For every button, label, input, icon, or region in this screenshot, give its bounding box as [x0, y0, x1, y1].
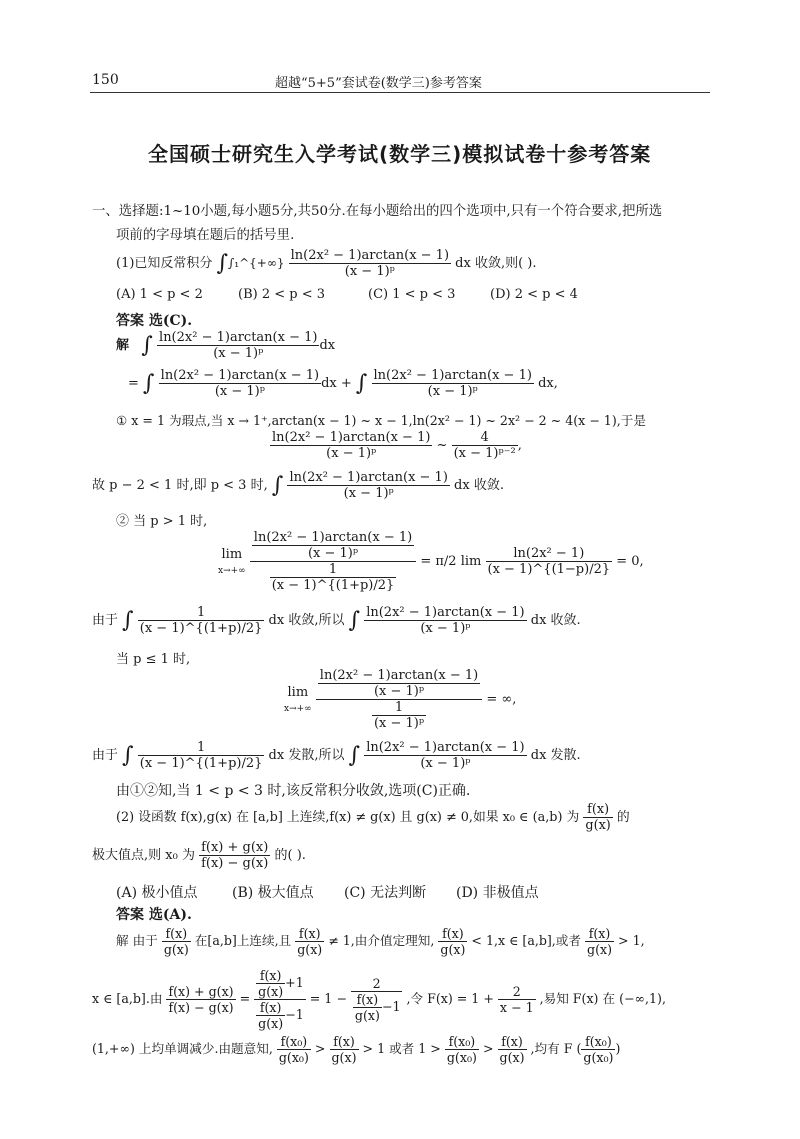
q1-step2-rhs: = π/2 lim	[420, 554, 482, 569]
q2-ratio-inner	[256, 968, 285, 999]
q2-sol3-b: >	[314, 1041, 326, 1056]
q2-sum-den: f(x) − g(x)	[168, 1000, 234, 1015]
section-intro-line1: 一、选择题:1~10小题,每小题5分,共50分.在每小题给出的四个选项中,只有一个符合要求,把所选	[92, 204, 663, 219]
page-number: 150	[92, 72, 119, 88]
q1-sol-den: (x − 1)ᵖ	[213, 346, 264, 361]
q1-step1-conc-frac	[287, 470, 449, 501]
q1-step1-text: ① x = 1 为瑕点,当 x → 1⁺,arctan(x − 1) ~ x − 1,ln(2x² − 1) ~ 2x² − 2 ~ 4(x − 1),于是	[116, 413, 646, 428]
integral-sign: ∫	[348, 743, 361, 768]
q1-stem-suffix: dx 收敛,则( ).	[455, 256, 537, 271]
integral-sign: ∫	[141, 333, 153, 358]
q1-sol-line2: = ∫ $\frac{\text{ln(2x² − 1)arctan(x − 1)}}{\text{(x − 1)ᵖ}}$ dx + ∫ $\frac{\text{ln(2x² − 1)arctan(x − 1)}}{\text{(x − 1)ᵖ}}$ dx,	[128, 368, 558, 399]
q1-step2-since-den2: (x − 1)ᵖ	[420, 621, 471, 636]
q2-stem-tail: 的	[616, 810, 630, 825]
q2-stem-frac-den: g(x)	[585, 818, 611, 833]
q1-stem-prefix: (1)已知反常积分	[116, 256, 213, 271]
q1-integrand-num: ln(2x² − 1)arctan(x − 1)	[290, 248, 450, 263]
q2-sol2-d: ,易知 F(x) 在 (−∞,1),	[539, 991, 666, 1006]
q1-step2-bigfrac-num	[250, 530, 416, 562]
q2-stem-line2-den: f(x) − g(x)	[201, 856, 269, 871]
q2-frac-xb	[498, 1034, 527, 1065]
q2-gx0: g(x₀)	[583, 1050, 614, 1065]
q2-xm1: x − 1	[499, 1000, 534, 1015]
q1-equiv-rhs-den: (x − 1)ᵖ⁻²	[453, 446, 516, 461]
q1-step3-since-frac	[138, 740, 265, 771]
q1-step2-one: 1	[270, 562, 397, 578]
lim-word: lim	[221, 546, 243, 562]
q1-step1-conc-den: (x − 1)ᵖ	[343, 486, 394, 501]
integral-sign: ∫	[355, 371, 368, 396]
q1-step3-inner2	[372, 700, 426, 731]
q2-frac-sum	[166, 984, 235, 1015]
q2-fx: f(x)	[498, 1034, 527, 1050]
q2-answer: 答案 选(A).	[116, 907, 192, 923]
q1-equiv-lhs	[270, 430, 432, 461]
q1-equiv-rhs-num: 4	[452, 430, 518, 446]
integral-sign: ∫	[216, 251, 229, 276]
q1-step2-inner2	[270, 562, 397, 593]
q1-step1-conc-prefix: 故 p − 2 < 1 时,即 p < 3 时,	[92, 478, 268, 493]
q2-sol-e: > 1,	[618, 933, 645, 948]
q1-step2-inner-den: (x − 1)ᵖ	[307, 546, 359, 561]
q2-gx0: g(x₀)	[278, 1050, 309, 1065]
q1-step2-since-prefix: 由于	[92, 613, 119, 628]
lim-word: lim	[287, 684, 309, 700]
q2-frac-two	[351, 976, 403, 1023]
q1-step1-conc-num: ln(2x² − 1)arctan(x − 1)	[289, 470, 448, 485]
q1-stem	[116, 248, 537, 279]
q1-integrand-den: (x − 1)ᵖ	[344, 264, 395, 279]
q1-step3-inner	[318, 668, 480, 699]
q1-step2-rhs-den: (x − 1)^{(1−p)/2}	[487, 562, 611, 577]
q2-option-b: (B) 极大值点	[232, 885, 314, 901]
running-title: 超越“5+5”套试卷(数学三)参考答案	[275, 76, 482, 91]
q2-frac-fg3	[438, 926, 467, 957]
q2-option-d: (D) 非极值点	[456, 885, 539, 901]
section-intro-line2: 项前的字母填在题后的括号里.	[116, 228, 295, 243]
q2-sol3-c: > 1 或者 1 >	[362, 1041, 441, 1056]
q2-sol3-e: ,均有 F	[530, 1041, 573, 1056]
q1-step2-result: = 0,	[616, 554, 644, 569]
q2-stem-line2-frac	[199, 840, 270, 871]
q2-gx: g(x)	[440, 942, 466, 957]
q2-gx: g(x)	[258, 984, 284, 999]
integral-sign: ∫	[348, 608, 361, 633]
q2-frac-x0	[277, 1034, 311, 1065]
q1-step3-one: 1	[372, 700, 426, 716]
q2-frac-fg4	[585, 926, 614, 957]
q1-split-den2: (x − 1)ᵖ	[427, 384, 478, 399]
q2-gx: g(x)	[354, 1008, 380, 1023]
q2-two: 2	[498, 984, 536, 1000]
q1-step3-since-mid: dx 发散,所以	[268, 748, 345, 763]
q2-sol3-a: (1,+∞) 上均单调减少.由题意知,	[92, 1041, 273, 1056]
q1-sol-num: ln(2x² − 1)arctan(x − 1)	[159, 330, 318, 345]
q2-fx0: f(x₀)	[445, 1034, 479, 1050]
q2-stem-line1	[116, 802, 630, 833]
q1-equiv-lhs-den: (x − 1)ᵖ	[326, 446, 377, 461]
q2-stem-line2-num: f(x) + g(x)	[201, 840, 269, 855]
q1-split-frac1	[159, 368, 321, 399]
q1-step3-since-den2: (x − 1)ᵖ	[420, 756, 471, 771]
q1-step3-inner-den: (x − 1)ᵖ	[373, 684, 425, 699]
q2-gx: g(x)	[587, 942, 613, 957]
q2-gx: g(x)	[331, 1050, 357, 1065]
integral-sign: ∫	[122, 608, 134, 633]
q2-sol2-a: x ∈ [a,b].由	[92, 991, 163, 1006]
q2-frac-x0b	[445, 1034, 479, 1065]
q1-option-d: (D) 2 < p < 4	[490, 287, 578, 302]
page-title: 全国硕士研究生入学考试(数学三)模拟试卷十参考答案	[148, 142, 652, 166]
q2-sol3-d: >	[482, 1041, 494, 1056]
q2-sol-a: 解 由于	[116, 933, 158, 948]
q1-integrand	[289, 248, 451, 279]
q1-step3-head: 当 p ≤ 1 时,	[116, 652, 191, 667]
q2-sol-d: < 1,x ∈ [a,b],或者	[471, 933, 581, 948]
q2-fx: f(x)	[438, 926, 467, 942]
q2-ratio-num	[254, 968, 306, 1000]
q2-minus-one: −1	[285, 1007, 304, 1022]
q1-split-num1: ln(2x² − 1)arctan(x − 1)	[160, 368, 320, 383]
q2-sol-c: ≠ 1,由介值定理知,	[328, 933, 435, 948]
q2-stem-frac	[583, 802, 612, 833]
q2-gx: g(x)	[163, 942, 189, 957]
q2-frac-ratio	[254, 968, 306, 1031]
q2-gx: g(x)	[297, 942, 323, 957]
q1-equiv-lhs-num: ln(2x² − 1)arctan(x − 1)	[272, 430, 431, 445]
q2-frac-F-arg	[581, 1034, 615, 1065]
q1-step2-since-frac	[138, 605, 265, 636]
q1-step1-conclusion	[92, 470, 504, 501]
q1-step1-equiv: $\frac{\text{ln(2x² − 1)arctan(x − 1)}}{\text{(x − 1)ᵖ}}$ ~ $\frac{4}{\text{(x − 1)ᵖ⁻²}}$ ,	[272, 430, 522, 461]
q2-two: 2	[351, 976, 403, 992]
q1-step3-result: = ∞,	[486, 692, 517, 707]
q1-step2-bigfrac	[250, 530, 416, 593]
q1-step2-inner-num: ln(2x² − 1)arctan(x − 1)	[253, 530, 413, 545]
q1-step3-limit	[284, 668, 516, 731]
q1-step3-bigfrac-den	[316, 700, 482, 731]
q2-ratio-den	[254, 1000, 306, 1031]
q2-gx0: g(x₀)	[446, 1050, 477, 1065]
q1-step2-since	[92, 605, 581, 636]
q1-split-frac2	[372, 368, 534, 399]
q1-answer: 答案 选(C).	[116, 313, 193, 329]
q2-sol-b: 在[a,b]上连续,且	[194, 933, 292, 948]
q1-step3-since	[92, 740, 581, 771]
q1-step3-bigfrac-num	[316, 668, 482, 700]
q1-step3-since-num: 1	[138, 740, 265, 756]
q2-fx: f(x)	[585, 926, 614, 942]
q1-option-c: (C) 1 < p < 3	[368, 287, 456, 302]
q1-step3-bigfrac	[316, 668, 482, 731]
q1-conclusion: 由①②知,当 1 < p < 3 时,该反常积分收敛,选项(C)正确.	[116, 783, 471, 799]
q1-step3-since-num2: ln(2x² − 1)arctan(x − 1)	[366, 740, 525, 755]
q2-gx: g(x)	[258, 1016, 284, 1031]
q2-fx: f(x)	[162, 926, 191, 942]
q2-sol-line1	[116, 926, 645, 957]
q1-step3-inner-num: ln(2x² − 1)arctan(x − 1)	[319, 668, 479, 683]
q1-split-den1: (x − 1)ᵖ	[214, 384, 265, 399]
q2-stem-line2-prefix: 极大值点,则 x₀ 为	[92, 848, 195, 863]
q2-fx: f(x)	[256, 968, 285, 984]
lim-sub: x→+∞	[218, 565, 246, 576]
q2-sum-num: f(x) + g(x)	[168, 984, 234, 999]
limit-operator	[218, 547, 246, 577]
q1-sol-frac	[157, 330, 319, 361]
lim-sub: x→+∞	[284, 703, 312, 714]
q1-step2-since-num: 1	[138, 605, 265, 621]
q1-step3-inner2-den: (x − 1)ᵖ	[373, 716, 425, 731]
q1-step2-limit	[218, 530, 644, 593]
q1-sol-line1: 解 ∫ $\frac{\text{ln(2x² − 1)arctan(x − 1)}}{\text{(x − 1)ᵖ}}$ dx	[116, 330, 336, 361]
q2-frac-F	[498, 984, 536, 1015]
q1-step3-since-den: (x − 1)^{(1+p)/2}	[139, 756, 263, 771]
q2-frac-fg2	[295, 926, 324, 957]
q2-stem-frac-num: f(x)	[583, 802, 612, 818]
q1-limits: ∫₁^{+∞}	[228, 256, 285, 270]
q1-step2-since-den: (x − 1)^{(1+p)/2}	[139, 621, 263, 636]
integral-sign: ∫	[122, 743, 134, 768]
q1-option-a: (A) 1 < p < 2	[116, 287, 203, 302]
q2-sol-line2: x ∈ [a,b].由 $\frac{f(x) + g(x)}{f(x) - g(x)}$ = $\frac{f(x)}{g(x)}$ +1 $\frac{f(x)}{g(x)}$ −1 = 1 − 2 $\frac{f(x)}{g(x)}$ −1 ,令 F(x) = 1 + $\frac{2}{x - 1}$ ,易知 F(x) 在 (−∞,1),	[92, 968, 666, 1031]
q2-minus-one: −1	[381, 999, 401, 1014]
q2-two-inner	[353, 992, 382, 1023]
q1-step2-bigfrac-den	[250, 562, 416, 593]
q2-fx: f(x)	[256, 1000, 285, 1016]
q1-sol-label: 解	[116, 338, 130, 353]
q1-step2-inner2-den: (x − 1)^{(1+p)/2}	[271, 578, 395, 593]
q1-step2-head: ② 当 p > 1 时,	[116, 514, 208, 529]
q1-equiv-rhs	[452, 430, 518, 461]
q2-ratio-inner2	[256, 1000, 285, 1031]
q1-step2-since-num2: ln(2x² − 1)arctan(x − 1)	[366, 605, 525, 620]
q1-step2-rhs-num: ln(2x² − 1)	[486, 546, 613, 562]
q2-sol2-b: = 1 −	[309, 991, 347, 1006]
q1-option-b: (B) 2 < p < 3	[238, 287, 326, 302]
q2-option-c: (C) 无法判断	[344, 885, 427, 901]
q2-fx0: f(x₀)	[581, 1034, 615, 1050]
q1-step2-since-suffix: dx 收敛.	[530, 613, 581, 628]
q1-step1-conc-suffix: dx 收敛.	[454, 478, 504, 493]
q1-step3-since-prefix: 由于	[92, 748, 119, 763]
integral-sign: ∫	[143, 371, 155, 396]
q2-fx: f(x)	[330, 1034, 359, 1050]
q2-two-den	[351, 992, 403, 1023]
q2-gx: g(x)	[499, 1050, 525, 1065]
q2-fx: f(x)	[295, 926, 324, 942]
q2-stem-line2	[92, 840, 306, 871]
q1-step2-since-mid: dx 收敛,所以	[268, 613, 345, 628]
q2-fx: f(x)	[353, 992, 382, 1008]
q2-option-a: (A) 极小值点	[116, 885, 198, 901]
q2-stem-line2-suffix: 的( ).	[274, 848, 306, 863]
q2-sol-line3: (1,+∞) 上均单调减少.由题意知, $\frac{\text{f(x₀)}}{\text{g(x₀)}}$ > $\frac{f(x)}{g(x)}$ > 1 或者 1 > $\frac{\text{f(x₀)}}{\text{g(x₀)}}$ > $\frac{f(x)}{g(x)}$ ,均有 F ( $\frac{\text{f(x₀)}}{\text{g(x₀)}}$ )	[92, 1034, 621, 1065]
q1-step2-since-frac2	[364, 605, 526, 636]
header-rule	[90, 92, 710, 93]
q2-frac-x	[330, 1034, 359, 1065]
q2-frac-fg	[162, 926, 191, 957]
equals-sign: =	[128, 376, 139, 391]
q1-sol-line2-suffix: dx,	[538, 376, 558, 391]
q1-step2-rhs-frac	[486, 546, 613, 577]
q1-step3-since-suffix: dx 发散.	[530, 748, 581, 763]
q1-split-num2: ln(2x² − 1)arctan(x − 1)	[373, 368, 532, 383]
q2-plus-one: +1	[285, 975, 304, 990]
q2-fx0: f(x₀)	[277, 1034, 311, 1050]
q1-step3-since-frac2	[364, 740, 526, 771]
q1-step2-inner	[252, 530, 414, 561]
limit-operator	[284, 685, 312, 715]
q2-sol2-c: ,令 F(x) = 1 +	[406, 991, 494, 1006]
q2-stem-text: (2) 设函数 f(x),g(x) 在 [a,b] 上连续,f(x) ≠ g(x) 且 g(x) ≠ 0,如果 x₀ ∈ (a,b) 为	[116, 810, 580, 825]
integral-sign: ∫	[271, 473, 284, 498]
